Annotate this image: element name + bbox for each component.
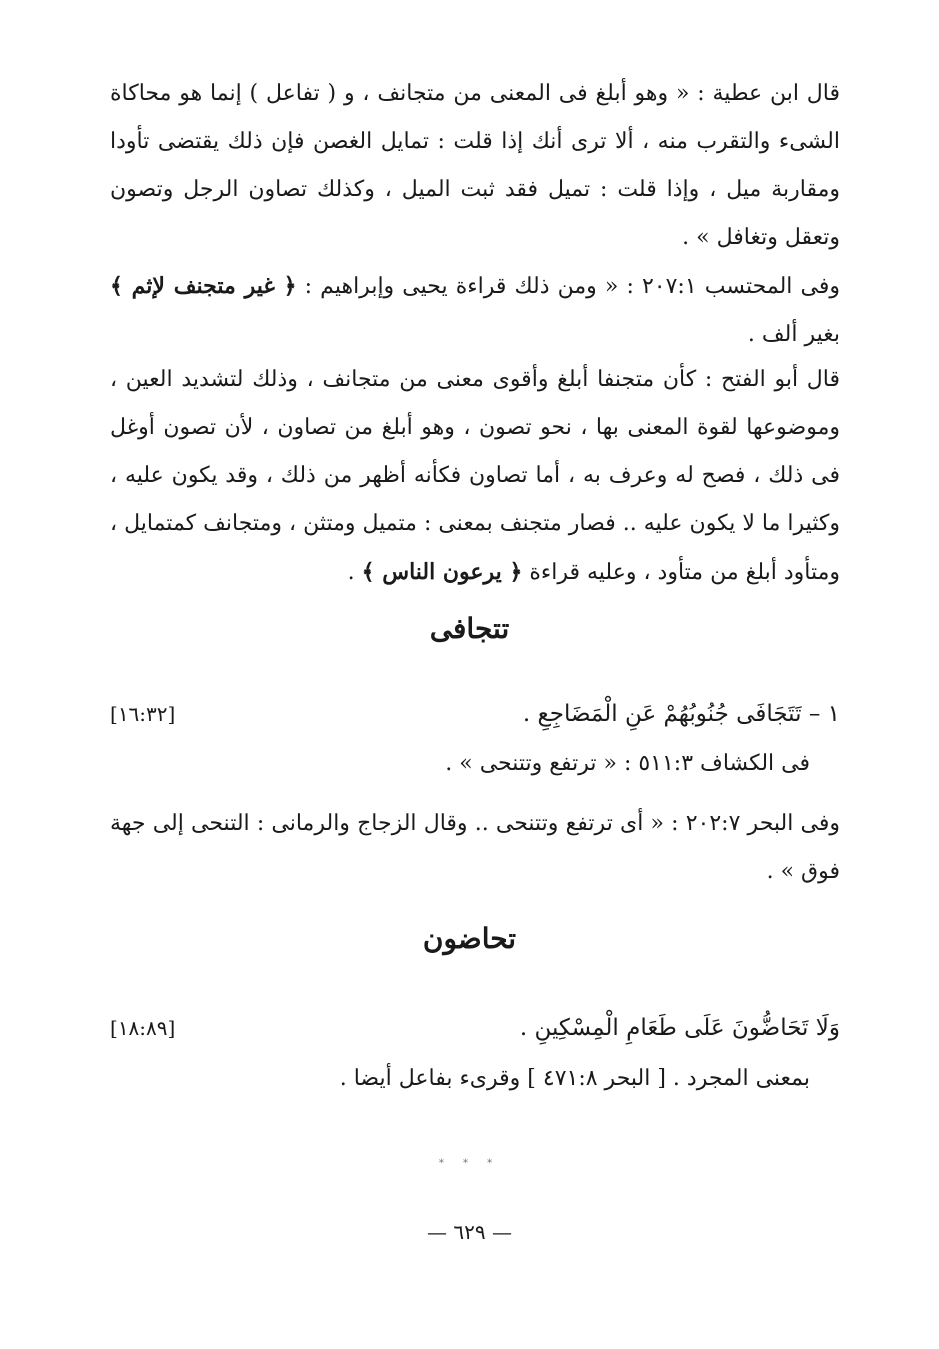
- quran-quote-yaraun-alnas: ﴿ يرعون الناس ﴾: [361, 559, 523, 585]
- section-title-tatajafa: تتجافى: [429, 612, 510, 645]
- note-bahr: وفى البحر ٢٠٢:٧ : « أى ترتفع وتتنحى .. وقال الزجاج والرمانى : التنحى إلى جهة فوق » .: [110, 811, 840, 884]
- paragraph-ibn-atiyya: قال ابن عطية : « وهو أبلغ فى المعنى من متجانف ، و ( تفاعل ) إنما هو محاكاة الشىء والتقرب منه ، ألا ترى أنك إذا قلت : تمايل الغصن فإن ذلك يقتضى تأودا ومقاربة ميل ، وإذا قلت : تميل فقد ثبت الميل ، وكذلك تصاون الرجل وتصون وتعقل وتغافل » .: [110, 81, 840, 250]
- verse-text: ١ – تَتَجَافَى جُنُوبُهُمْ عَنِ الْمَضَاجِعِ .: [522, 701, 840, 727]
- paragraph-abu-alfath-ending: .: [347, 560, 362, 585]
- paragraph-muhtasab-text: وفى المحتسب ٢٠٧:١ : « ومن ذلك قراءة يحيى وإبراهيم :: [296, 274, 840, 299]
- paragraph-muhtasab: [110, 262, 840, 359]
- ornament-divider: * * *: [438, 1158, 501, 1169]
- page-number: — ٦٢٩ —: [427, 1220, 512, 1244]
- verse-row-tahaddun: [110, 1008, 840, 1048]
- quran-quote-ghayr-mutajanif: ﴿ غير متجنف لإثم ﴾: [110, 273, 297, 299]
- paragraph-muhtasab-ending: بغير ألف .: [747, 322, 840, 347]
- verse-row-tatajafa: [110, 694, 840, 734]
- verse-text: وَلَا تَحَاضُّونَ عَلَى طَعَامِ الْمِسْكِينِ .: [519, 1015, 840, 1041]
- note-kashshaf: فى الكشاف ٥١١:٣ : « ترتفع وتتنحى » .: [445, 751, 810, 776]
- verse-reference: [١٨:٨٩]: [110, 1016, 176, 1040]
- note-mujarrad: بمعنى المجرد . [ البحر ٤٧١:٨ ] وقرىء بفاعل أيضا .: [339, 1066, 810, 1091]
- paragraph-abu-alfath: [110, 356, 840, 597]
- section-title-tahaddun: تحاضون: [422, 922, 517, 955]
- verse-reference: [١٦:٣٢]: [110, 702, 176, 726]
- paragraph-abu-alfath-text: قال أبو الفتح : كأن متجنفا أبلغ وأقوى معنى من متجانف ، وذلك لتشديد العين ، وموضوعها لقوة المعنى بها ، نحو تصون ، وهو أبلغ من تصاون ، لأن تصون أوغل فى ذلك ، فصح له وعرف به ، أما تصاون فكأنه أظهر من ذلك ، وقد يكون عليه ، وكثيرا ما لا يكون عليه .. فصار متجنف بمعنى : متميل ومتثن ، ومتجانف كمتمايل ، ومتأود أبلغ من متأود ، وعليه قراءة: [110, 367, 840, 585]
